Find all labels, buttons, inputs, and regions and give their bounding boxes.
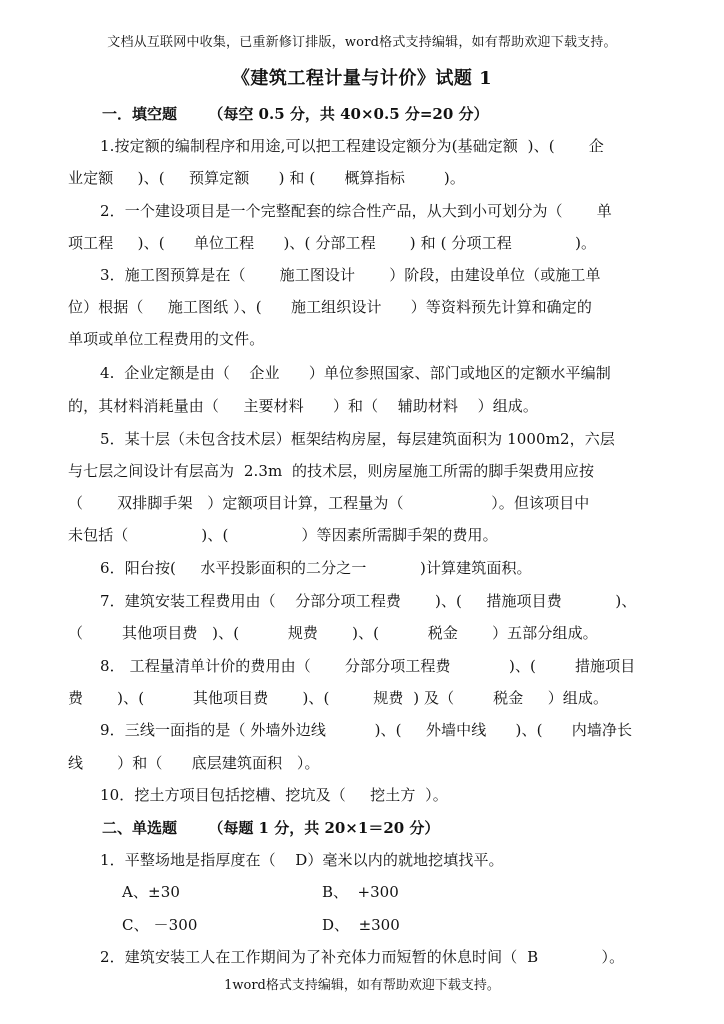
question-line: 5．某十层（未包含技术层）框架结构房屋，每层建筑面积为 1000m2，六层 — [100, 430, 615, 448]
option-a: A、±30 — [122, 883, 180, 901]
option-d: D、 ±300 — [322, 916, 400, 934]
option-b: B、 +300 — [322, 883, 399, 901]
section-fill-blank-heading: 一．填空题 （每空 0.5 分，共 40×0.5 分=20 分） — [102, 105, 489, 123]
question-line: 与七层之间设计有层高为 2.3m 的技术层，则房屋施工所需的脚手架费用应按 — [68, 462, 595, 480]
question-line: 项工程 )、( 单位工程 )、( 分部工程 ) 和 ( 分项工程 )。 — [68, 234, 597, 252]
document-title: 《建筑工程计量与计价》试题 1 — [231, 68, 493, 89]
question-line: 位）根据（ 施工图纸 ）、( 施工组织设计 ）等资料预先计算和确定的 — [68, 298, 592, 316]
question-line: 3．施工图预算是在（ 施工图设计 ）阶段，由建设单位（或施工单 — [100, 266, 601, 284]
question-line: 7．建筑安装工程费用由（ 分部分项工程费 )、( 措施项目费 )、 — [100, 592, 637, 610]
footer-note: 1word格式支持编辑，如有帮助欢迎下载支持。 — [224, 978, 500, 993]
question-line: 的，其材料消耗量由（ 主要材料 ）和（ 辅助材料 ）组成。 — [68, 397, 538, 415]
option-c: C、 －300 — [122, 916, 198, 934]
question-line: 4. 企业定额是由（ 企业 ）单位参照国家、部门或地区的定额水平编制 — [100, 364, 611, 382]
question-line: 业定额 )、( 预算定额 ) 和 ( 概算指标 )。 — [68, 169, 465, 187]
question-line: 未包括（ )、( ）等因素所需脚手架的费用。 — [68, 526, 498, 544]
section-single-choice-heading: 二、单选题 （每题 1 分，共 20×1＝20 分） — [102, 819, 440, 837]
question-line: （ 其他项目费 )、( 规费 )、( 税金 ）五部分组成。 — [68, 624, 598, 642]
question-line: 2．一个建设项目是一个完整配套的综合性产品，从大到小可划分为（ 单 — [100, 202, 612, 220]
header-note: 文档从互联网中收集，已重新修订排版，word格式支持编辑，如有帮助欢迎下载支持。 — [107, 35, 617, 50]
question-line: 10．挖土方项目包括挖槽、挖坑及（ 挖土方 ）。 — [100, 786, 448, 804]
question-line: 9．三线一面指的是（ 外墙外边线 )、( 外墙中线 )、( 内墙净长 — [100, 721, 633, 739]
question-line: 费 )、( 其他项目费 )、( 规费 ) 及（ 税金 ）组成。 — [68, 689, 609, 707]
question-line: （ 双排脚手架 ）定额项目计算，工程量为（ ）。但该项目中 — [68, 494, 590, 512]
question-line: 8． 工程量清单计价的费用由（ 分部分项工程费 )、( 措施项目 — [100, 657, 636, 675]
question-line: 单项或单位工程费用的文件。 — [68, 330, 265, 348]
question-line: 2．建筑安装工人在工作期间为了补充体力而短暂的休息时间（ B ）。 — [100, 948, 625, 966]
question-line: 1．平整场地是指厚度在（ D）毫米以内的就地挖填找平。 — [100, 851, 504, 869]
question-line: 6．阳台按( 水平投影面积的二分之一 )计算建筑面积。 — [100, 559, 532, 577]
question-line: 1.按定额的编制程序和用途,可以把工程建设定额分为(基础定额 )、( 企 — [100, 137, 604, 155]
question-line: 线 ）和（ 底层建筑面积 ）。 — [68, 754, 320, 772]
